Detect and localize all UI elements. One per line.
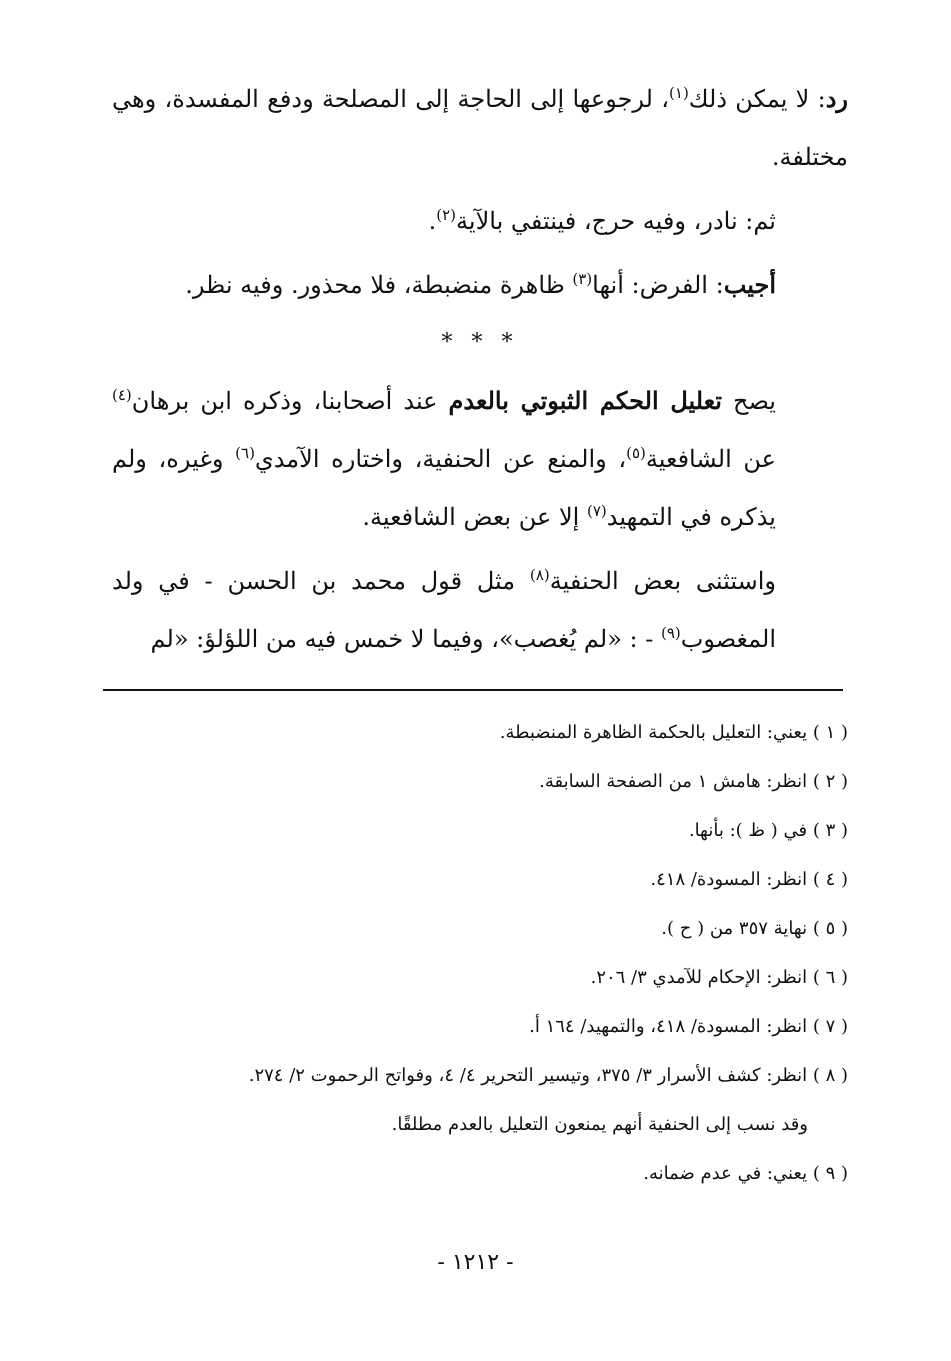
footnote-9: ( ٩ ) يعني: في عدم ضمانه.: [643, 1163, 848, 1184]
text-run: يصح: [721, 387, 776, 415]
footnote-2: ( ٢ ) انظر: هامش ١ من الصفحة السابقة.: [539, 771, 848, 792]
page-number: - ١٢١٢ -: [437, 1250, 514, 1275]
footnote-ref-6: (٦): [235, 444, 255, 462]
footnote-ref-4: (٤): [112, 386, 132, 404]
text-run: مثل قول محمد بن الحسن - في ولد المغصوب: [112, 567, 776, 653]
footnote-6: ( ٦ ) انظر: الإحكام للآمدي ٣/ ٢٠٦.: [590, 967, 848, 988]
text-run: وغيره، ولم يذكره في التمهيد: [112, 445, 776, 531]
footnote-ref-9: (٩): [660, 624, 681, 642]
footnote-ref-5: (٥): [626, 444, 646, 462]
footnotes: [112, 708, 848, 1198]
text-run: ظاهرة منضبطة، فلا محذور. وفيه نظر.: [185, 271, 573, 299]
paragraph-5: [112, 552, 848, 668]
footnote-4: ( ٤ ) انظر: المسودة/ ٤١٨.: [650, 869, 848, 890]
main-text: [112, 70, 848, 674]
footnote-5: ( ٥ ) نهاية ٣٥٧ من ( ح ).: [661, 918, 848, 939]
footnote-ref-7: (٧): [586, 502, 607, 520]
footnote-ref-2: (٢): [436, 206, 457, 224]
footnote-ref-1: (١): [669, 84, 689, 102]
text-run: : الفرض: أنها: [592, 271, 724, 299]
footnote-ref-8: (٨): [529, 566, 550, 584]
paragraph-2: [112, 192, 848, 250]
footnote-divider: [103, 689, 843, 691]
lead-word-ujib: أجيب: [723, 270, 776, 299]
text-run: ، والمنع عن الحنفية، واختاره الآمدي: [254, 445, 627, 473]
text-run: .: [428, 207, 437, 235]
text-run: عند أصحابنا، وذكره ابن برهان: [131, 387, 449, 415]
text-run: - : «لم يُغصب»، وفيما لا خمس فيه من اللؤلؤ: «لم: [150, 625, 661, 653]
text-run: ثم: نادر، وفيه حرج، فينتفي بالآية: [456, 207, 776, 235]
paragraph-4: [112, 372, 848, 546]
text-run: ، لرجوعها إلى الحاجة إلى المصلحة ودفع المفسدة، وهي مختلفة.: [112, 85, 848, 171]
text-run: واستثنى بعض الحنفية: [549, 567, 777, 595]
footnote-3: ( ٣ ) في ( ظ ): بأنها.: [688, 820, 848, 841]
section-separator: * * *: [441, 330, 519, 355]
footnote-7: ( ٧ ) انظر: المسودة/ ٤١٨، والتمهيد/ ١٦٤ أ.: [529, 1016, 848, 1037]
lead-word-radd: رد: [825, 84, 848, 113]
text-run: : لا يمكن ذلك: [688, 85, 826, 113]
paragraph-3: [112, 256, 848, 314]
footnote-ref-3: (٣): [572, 270, 593, 288]
paragraph-1: [112, 70, 848, 186]
footnote-8-continuation: وقد نسب إلى الحنفية أنهم يمنعون التعليل بالعدم مطلقًا.: [391, 1114, 808, 1135]
footnote-8: ( ٨ ) انظر: كشف الأسرار ٣/ ٣٧٥، وتيسير التحرير ٤/ ٤، وفواتح الرحموت ٢/ ٢٧٤.: [248, 1065, 848, 1086]
topic-heading: تعليل الحكم الثبوتي بالعدم: [448, 386, 722, 415]
text-run: عن الشافعية: [645, 445, 776, 473]
text-run: إلا عن بعض الشافعية.: [362, 503, 587, 531]
footnote-1: ( ١ ) يعني: التعليل بالحكمة الظاهرة المنضبطة.: [499, 722, 848, 743]
